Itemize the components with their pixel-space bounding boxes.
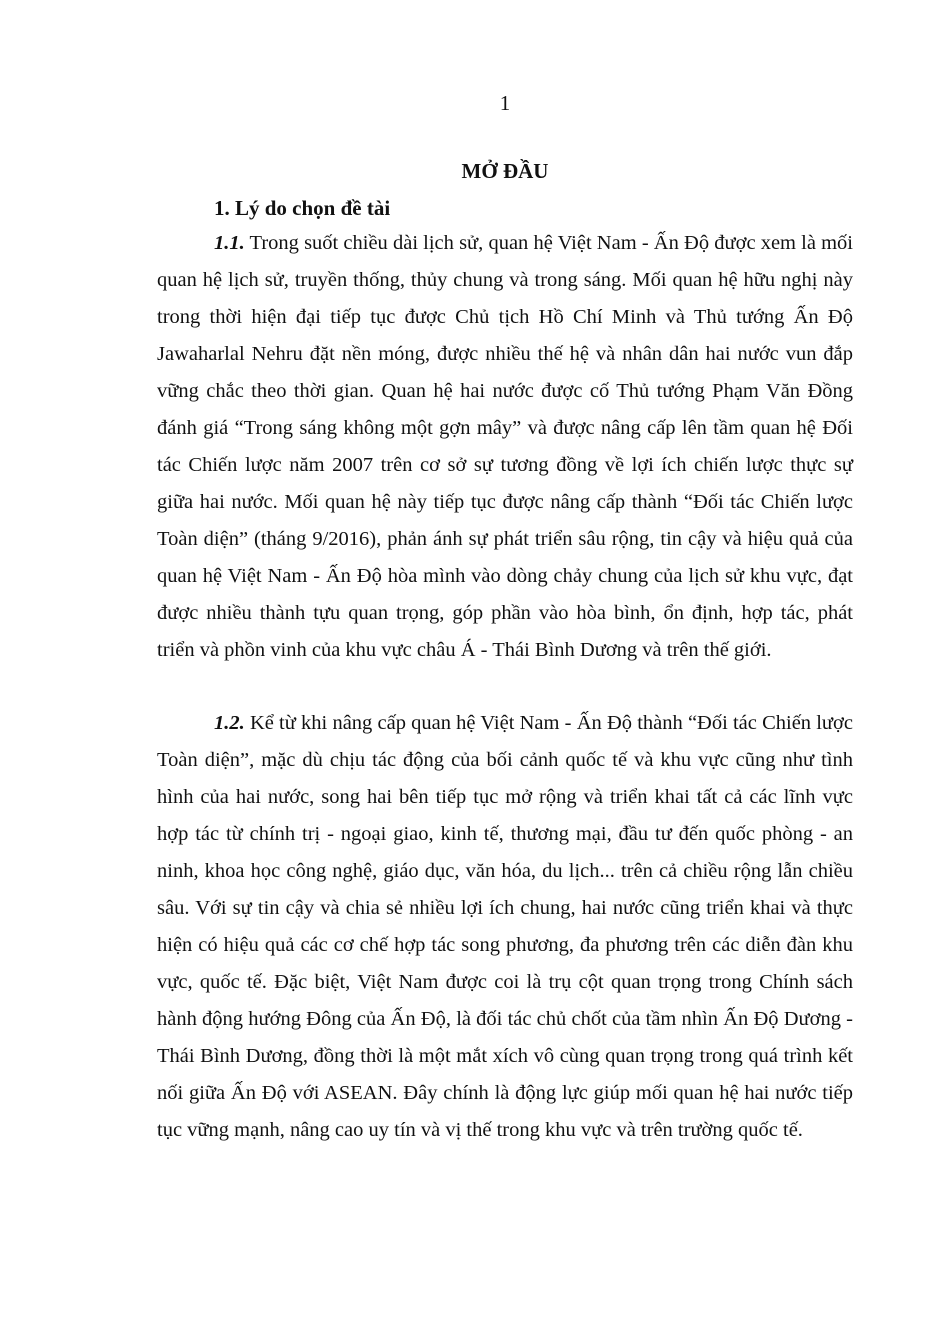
section-heading: 1. Lý do chọn đề tài [214, 196, 391, 220]
paragraph-number: 1.2. [214, 712, 245, 734]
paragraph-1-1 [157, 225, 853, 669]
paragraph-1-2 [157, 705, 853, 1149]
paragraph-text: Trong suốt chiều dài lịch sử, quan hệ Việt Nam - Ấn Độ được xem là mối quan hệ lịch sử, truyền thống, thủy chung và trong sáng. Mối quan hệ hữu nghị này trong thời hiện đại tiếp tục được Chủ tịch Hồ Chí Minh và Thủ tướng Ấn Độ Jawaharlal Nehru đặt nền móng, được nhiều thế hệ và nhân dân hai nước vun đắp vững chắc theo thời gian. Quan hệ hai nước được cố Thủ tướng Phạm Văn Đồng đánh giá “Trong sáng không một gợn mây” và được nâng cấp lên tầm quan hệ Đối tác Chiến lược năm 2007 trên cơ sở sự tương đồng về lợi ích chiến lược thực sự giữa hai nước. Mối quan hệ này tiếp tục được nâng cấp thành “Đối tác Chiến lược Toàn diện” (tháng 9/2016), phản ánh sự phát triển sâu rộng, tin cậy và hiệu quả của quan hệ Việt Nam - Ấn Độ hòa mình vào dòng chảy chung của lịch sử khu vực, đạt được nhiều thành tựu quan trọng, góp phần vào hòa bình, ổn định, hợp tác, phát triển và phồn vinh của khu vực châu Á - Thái Bình Dương và trên thế giới. [157, 232, 853, 661]
page-number: 1 [499, 91, 511, 115]
paragraph-number: 1.1. [214, 232, 245, 254]
paragraph-text: Kể từ khi nâng cấp quan hệ Việt Nam - Ấn Độ thành “Đối tác Chiến lược Toàn diện”, mặc dù chịu tác động của bối cảnh quốc tế và khu vực cũng như tình hình của hai nước, song hai bên tiếp tục mở rộng và triển khai tất cả các lĩnh vực hợp tác từ chính trị - ngoại giao, kinh tế, thương mại, đầu tư đến quốc phòng - an ninh, khoa học công nghệ, giáo dục, văn hóa, du lịch... trên cả chiều rộng lẫn chiều sâu. Với sự tin cậy và chia sẻ nhiều lợi ích chung, hai nước cũng triển khai và thực hiện có hiệu quả các cơ chế hợp tác song phương, đa phương trên các diễn đàn khu vực, quốc tế. Đặc biệt, Việt Nam được coi là trụ cột quan trọng trong Chính sách hành động hướng Đông của Ấn Độ, là đối tác chủ chốt của tầm nhìn Ấn Độ Dương - Thái Bình Dương, đồng thời là một mắt xích vô cùng quan trọng trong quá trình kết nối giữa Ấn Độ với ASEAN. Đây chính là động lực giúp mối quan hệ hai nước tiếp tục vững mạnh, nâng cao uy tín và vị thế trong khu vực và trên trường quốc tế. [157, 712, 853, 1141]
chapter-title: MỞ ĐẦU [461, 159, 549, 183]
